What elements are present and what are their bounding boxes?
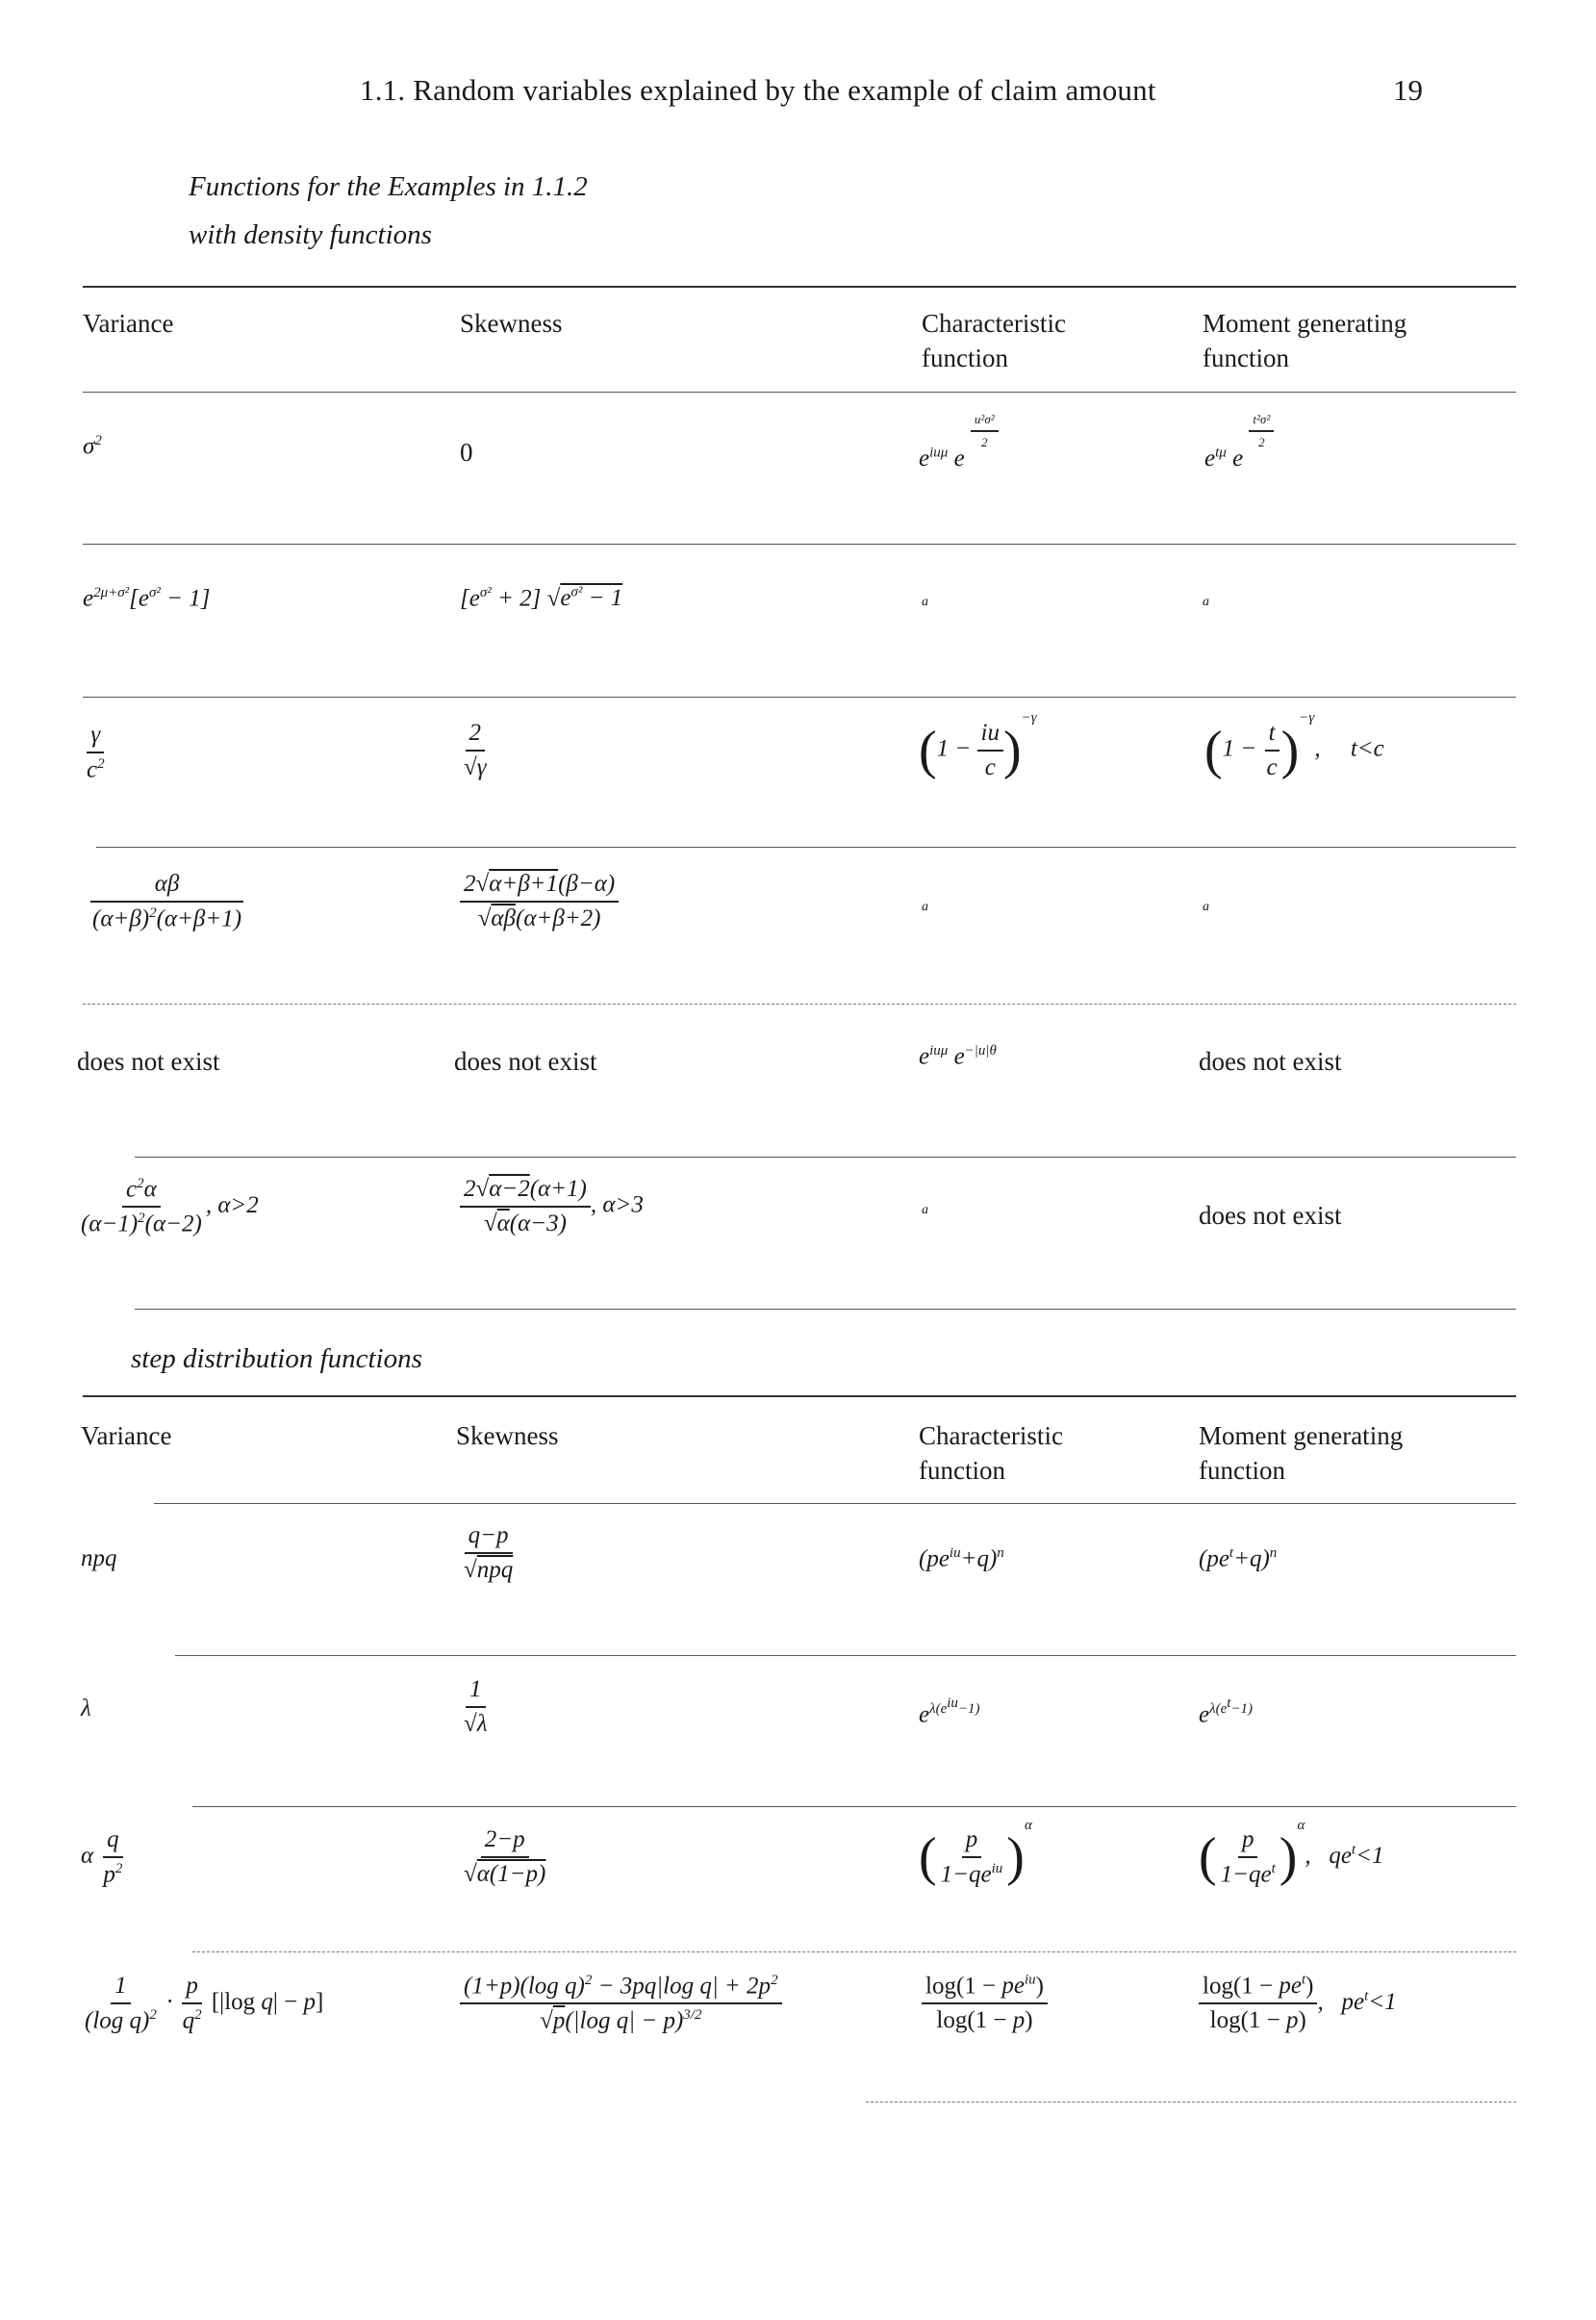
t2-col-skewness: Skewness	[456, 1421, 559, 1450]
t1-r5-mgf: does not exist	[1199, 1047, 1342, 1076]
table1-head-rule	[83, 392, 1516, 393]
t1-r1-mgf: $e^{t\mu}$ e $\frac{\text{t²σ²}}{2}$	[1204, 416, 1274, 454]
t1-row3-rule	[96, 847, 1516, 848]
t2-r2-mgf: $e^{\lambda(e^t-1)}$	[1199, 1695, 1254, 1728]
t1-row4-rule	[83, 1004, 1516, 1005]
t2-r4-skewness: $\frac{(1+p)(\log q)^2 - 3pq|\log q| + 2p^2}{√p(|\log q| - p)^{3/2}}$	[460, 1973, 782, 2035]
t2-r3-char: ( $\frac{p}{1-qe^{iu}}$ )$^\alpha$	[919, 1817, 1032, 1888]
t2-row3-rule	[192, 1951, 1516, 1952]
table2-bottom-rule	[866, 2102, 1516, 2103]
t2-col-variance: Variance	[81, 1421, 172, 1450]
t2-col-characteristic: Characteristic function	[919, 1421, 1063, 1485]
t1-r6-skewness: $\frac{2√\alpha-2(\alpha+1)}{√\alpha(\alpha-3)}$ , α>3	[460, 1176, 644, 1237]
running-header: 1.1. Random variables explained by the example of claim amount	[360, 73, 1156, 107]
t1-r1-skewness: 0	[460, 438, 473, 467]
section2-caption: step distribution functions	[131, 1343, 422, 1374]
t1-r1-variance: $\sigma^2$	[83, 433, 102, 460]
t1-r1-char: $e^{iu\mu}$ e $\frac{\text{u²σ²}}{2}$	[919, 416, 999, 454]
t1-r6-char: a	[922, 1203, 928, 1217]
t1-col-skewness: Skewness	[460, 309, 563, 338]
t1-r4-char: a	[922, 900, 928, 914]
table2-top-rule	[83, 1395, 1516, 1397]
t2-row2-rule	[192, 1806, 1516, 1807]
table2-head-rule	[154, 1503, 1516, 1504]
section1-caption-line1: Functions for the Examples in 1.1.2	[189, 171, 588, 202]
t1-row1-rule	[83, 544, 1516, 545]
section1-caption-line2: with density functions	[189, 219, 432, 250]
t2-r4-mgf: $\frac{\log(1 - pe^t)}{\log(1 - p)}$ , $pe^t<1$	[1199, 1973, 1397, 2034]
t1-row2-rule	[83, 697, 1516, 698]
t1-r5-char: $e^{iu\mu}$ $e^{-|u|\theta}$	[919, 1043, 997, 1070]
t1-col-mgf: Moment generating function	[1203, 309, 1407, 372]
t1-r4-skewness: $\frac{2√\alpha+\beta+1(\beta-\alpha)}{√\alpha\beta(\alpha+\beta+2)}$	[460, 871, 619, 932]
t2-r1-skewness: $\frac{q-p}{\text{√npq}}$	[464, 1522, 514, 1583]
table1-top-rule	[83, 286, 1516, 288]
t1-r5-variance: does not exist	[77, 1047, 220, 1076]
t1-col-variance: Variance	[83, 309, 174, 338]
t2-r3-variance: α $\frac{q}{p^2}$	[81, 1826, 123, 1888]
t2-r3-mgf: ( $\frac{p}{1-qe^t}$ )$^\alpha$, $qe^t<1$	[1199, 1817, 1384, 1888]
t2-r1-variance: npq	[81, 1545, 117, 1571]
t1-r6-mgf: does not exist	[1199, 1201, 1342, 1230]
t1-r6-variance: $\frac{c^2\alpha}{(\alpha-1)^2(\alpha-2)}$ , α>2	[81, 1176, 259, 1237]
table1-bottom-rule	[135, 1309, 1516, 1310]
t2-row1-rule	[175, 1655, 1516, 1656]
t1-r3-skewness: $\frac{2}{√\gamma}$	[464, 720, 487, 780]
t1-r4-variance: $\frac{\alpha\beta}{(\alpha+\beta)^2(\alpha+\beta+1)}$	[92, 871, 242, 932]
t2-r2-char: $e^{\lambda(e^{iu}-1)}$	[919, 1695, 980, 1728]
t2-r1-mgf: $(pe^t+q)^n$	[1199, 1545, 1278, 1572]
t1-r5-skewness: does not exist	[454, 1047, 597, 1076]
t1-r3-mgf: (1 − $\frac{t}{c}$ )$^{-\gamma}$, t<c	[1204, 710, 1384, 780]
t1-r4-mgf: a	[1203, 900, 1209, 914]
t1-row5-rule	[135, 1157, 1516, 1158]
t2-col-mgf: Moment generating function	[1199, 1421, 1404, 1485]
t1-r2-mgf: a	[1203, 595, 1209, 609]
page-number: 19	[1393, 73, 1423, 107]
t1-r2-skewness: $[e^{\sigma^2} + 2] √e^{\sigma^2} - 1$	[460, 585, 623, 612]
t2-r1-char: $(pe^{iu}+q)^n$	[919, 1545, 1004, 1572]
t2-r4-variance: $\frac{1}{(\log q)^2}$ · $\frac{p}{q^2}$ [|log q| − p]	[85, 1973, 324, 2034]
t1-r3-char: (1 − $\frac{iu}{c}$ )$^{-\gamma}$	[919, 710, 1037, 780]
t1-r2-char: a	[922, 595, 928, 609]
t2-r2-skewness: $\frac{1}{√\lambda}$	[464, 1676, 488, 1737]
t2-r3-skewness: $\frac{2-p}{√\alpha(1-p)}$	[464, 1826, 546, 1887]
t2-r2-variance: λ	[81, 1695, 91, 1721]
t2-r4-char: $\frac{\log(1 - pe^{iu})}{\log(1 - p)}$	[922, 1973, 1048, 2034]
t1-col-characteristic: Characteristic function	[922, 309, 1066, 372]
t1-r3-variance: $\frac{\gamma}{c^2}$	[87, 722, 105, 783]
t1-r2-variance: $e^{2\mu+\sigma^2}[e^{\sigma^2} - 1]$	[83, 585, 211, 612]
